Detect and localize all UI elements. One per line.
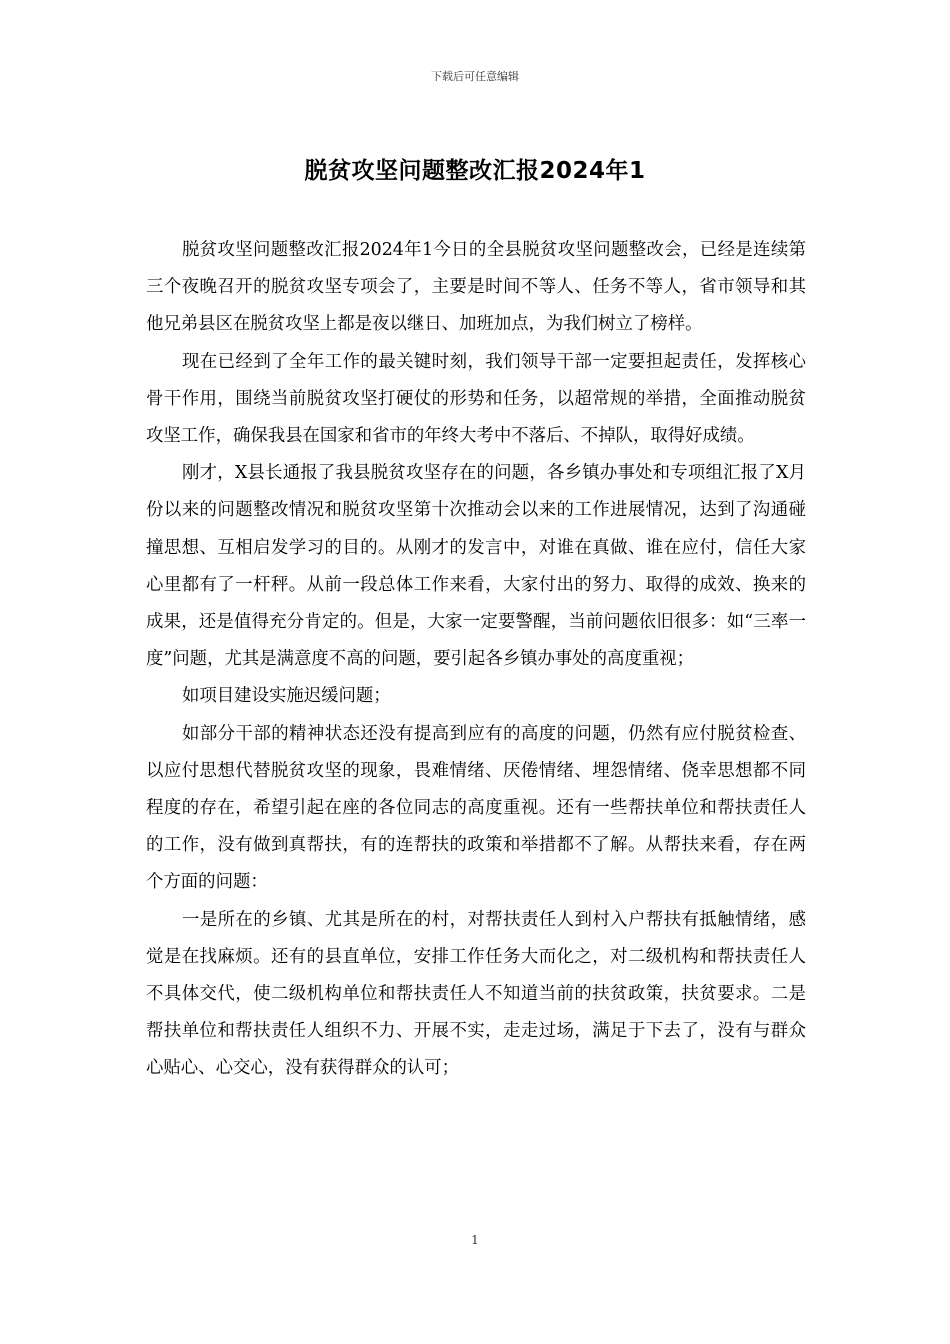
page-number: 1 (471, 1233, 479, 1247)
paragraph: 脱贫攻坚问题整改汇报2024年1今日的全县脱贫攻坚问题整改会，已经是连续第三个夜晚召开的脱贫攻坚专项会了，主要是时间不等人、任务不等人，省市领导和其他兄弟县区在脱贫攻坚上都是夜以继日、加班加点，为我们树立了榜样。 (146, 240, 806, 335)
paragraph: 一是所在的乡镇、尤其是所在的村，对帮扶责任人到村入户帮扶有抵触情绪，感觉是在找麻烦。还有的县直单位，安排工作任务大而化之，对二级机构和帮扶责任人不具体交代，使二级机构单位和帮扶责任人不知道当前的扶贫政策，扶贫要求。二是帮扶单位和帮扶责任人组织不力、开展不实，走走过场，满足于下去了，没有与群众心贴心、心交心，没有获得群众的认可； (146, 909, 806, 1079)
document-body (146, 232, 806, 1088)
header-note: 下载后可任意编辑 (431, 70, 519, 83)
paragraph: 现在已经到了全年工作的最关键时刻，我们领导干部一定要担起责任，发挥核心骨干作用，围绕当前脱贫攻坚打硬仗的形势和任务，以超常规的举措，全面推动脱贫攻坚工作，确保我县在国家和省市的年终大考中不落后、不掉队，取得好成绩。 (146, 351, 806, 447)
paragraph: 刚才，X县长通报了我县脱贫攻坚存在的问题，各乡镇办事处和专项组汇报了X月份以来的问题整改情况和脱贫攻坚第十次推动会以来的工作进展情况，达到了沟通碰撞思想、互相启发学习的目的。从刚才的发言中，对谁在真做、谁在应付，信任大家心里都有了一杆秤。从前一段总体工作来看，大家付出的努力、取得的成效、换来的成果，还是值得充分肯定的。但是，大家一定要警醒，当前问题依旧很多：如“三率一度”问题，尤其是满意度不高的问题，要引起各乡镇办事处的高度重视； (146, 463, 806, 670)
paragraph: 如项目建设实施迟缓问题； (182, 686, 391, 707)
document-title: 脱贫攻坚问题整改汇报2024年1 (304, 158, 646, 184)
paragraph: 如部分干部的精神状态还没有提高到应有的高度的问题，仍然有应付脱贫检查、以应付思想代替脱贫攻坚的现象，畏难情绪、厌倦情绪、埋怨情绪、侥幸思想都不同程度的存在，希望引起在座的各位同志的高度重视。还有一些帮扶单位和帮扶责任人的工作，没有做到真帮扶，有的连帮扶的政策和举措都不了解。从帮扶来看，存在两个方面的问题： (146, 723, 806, 893)
